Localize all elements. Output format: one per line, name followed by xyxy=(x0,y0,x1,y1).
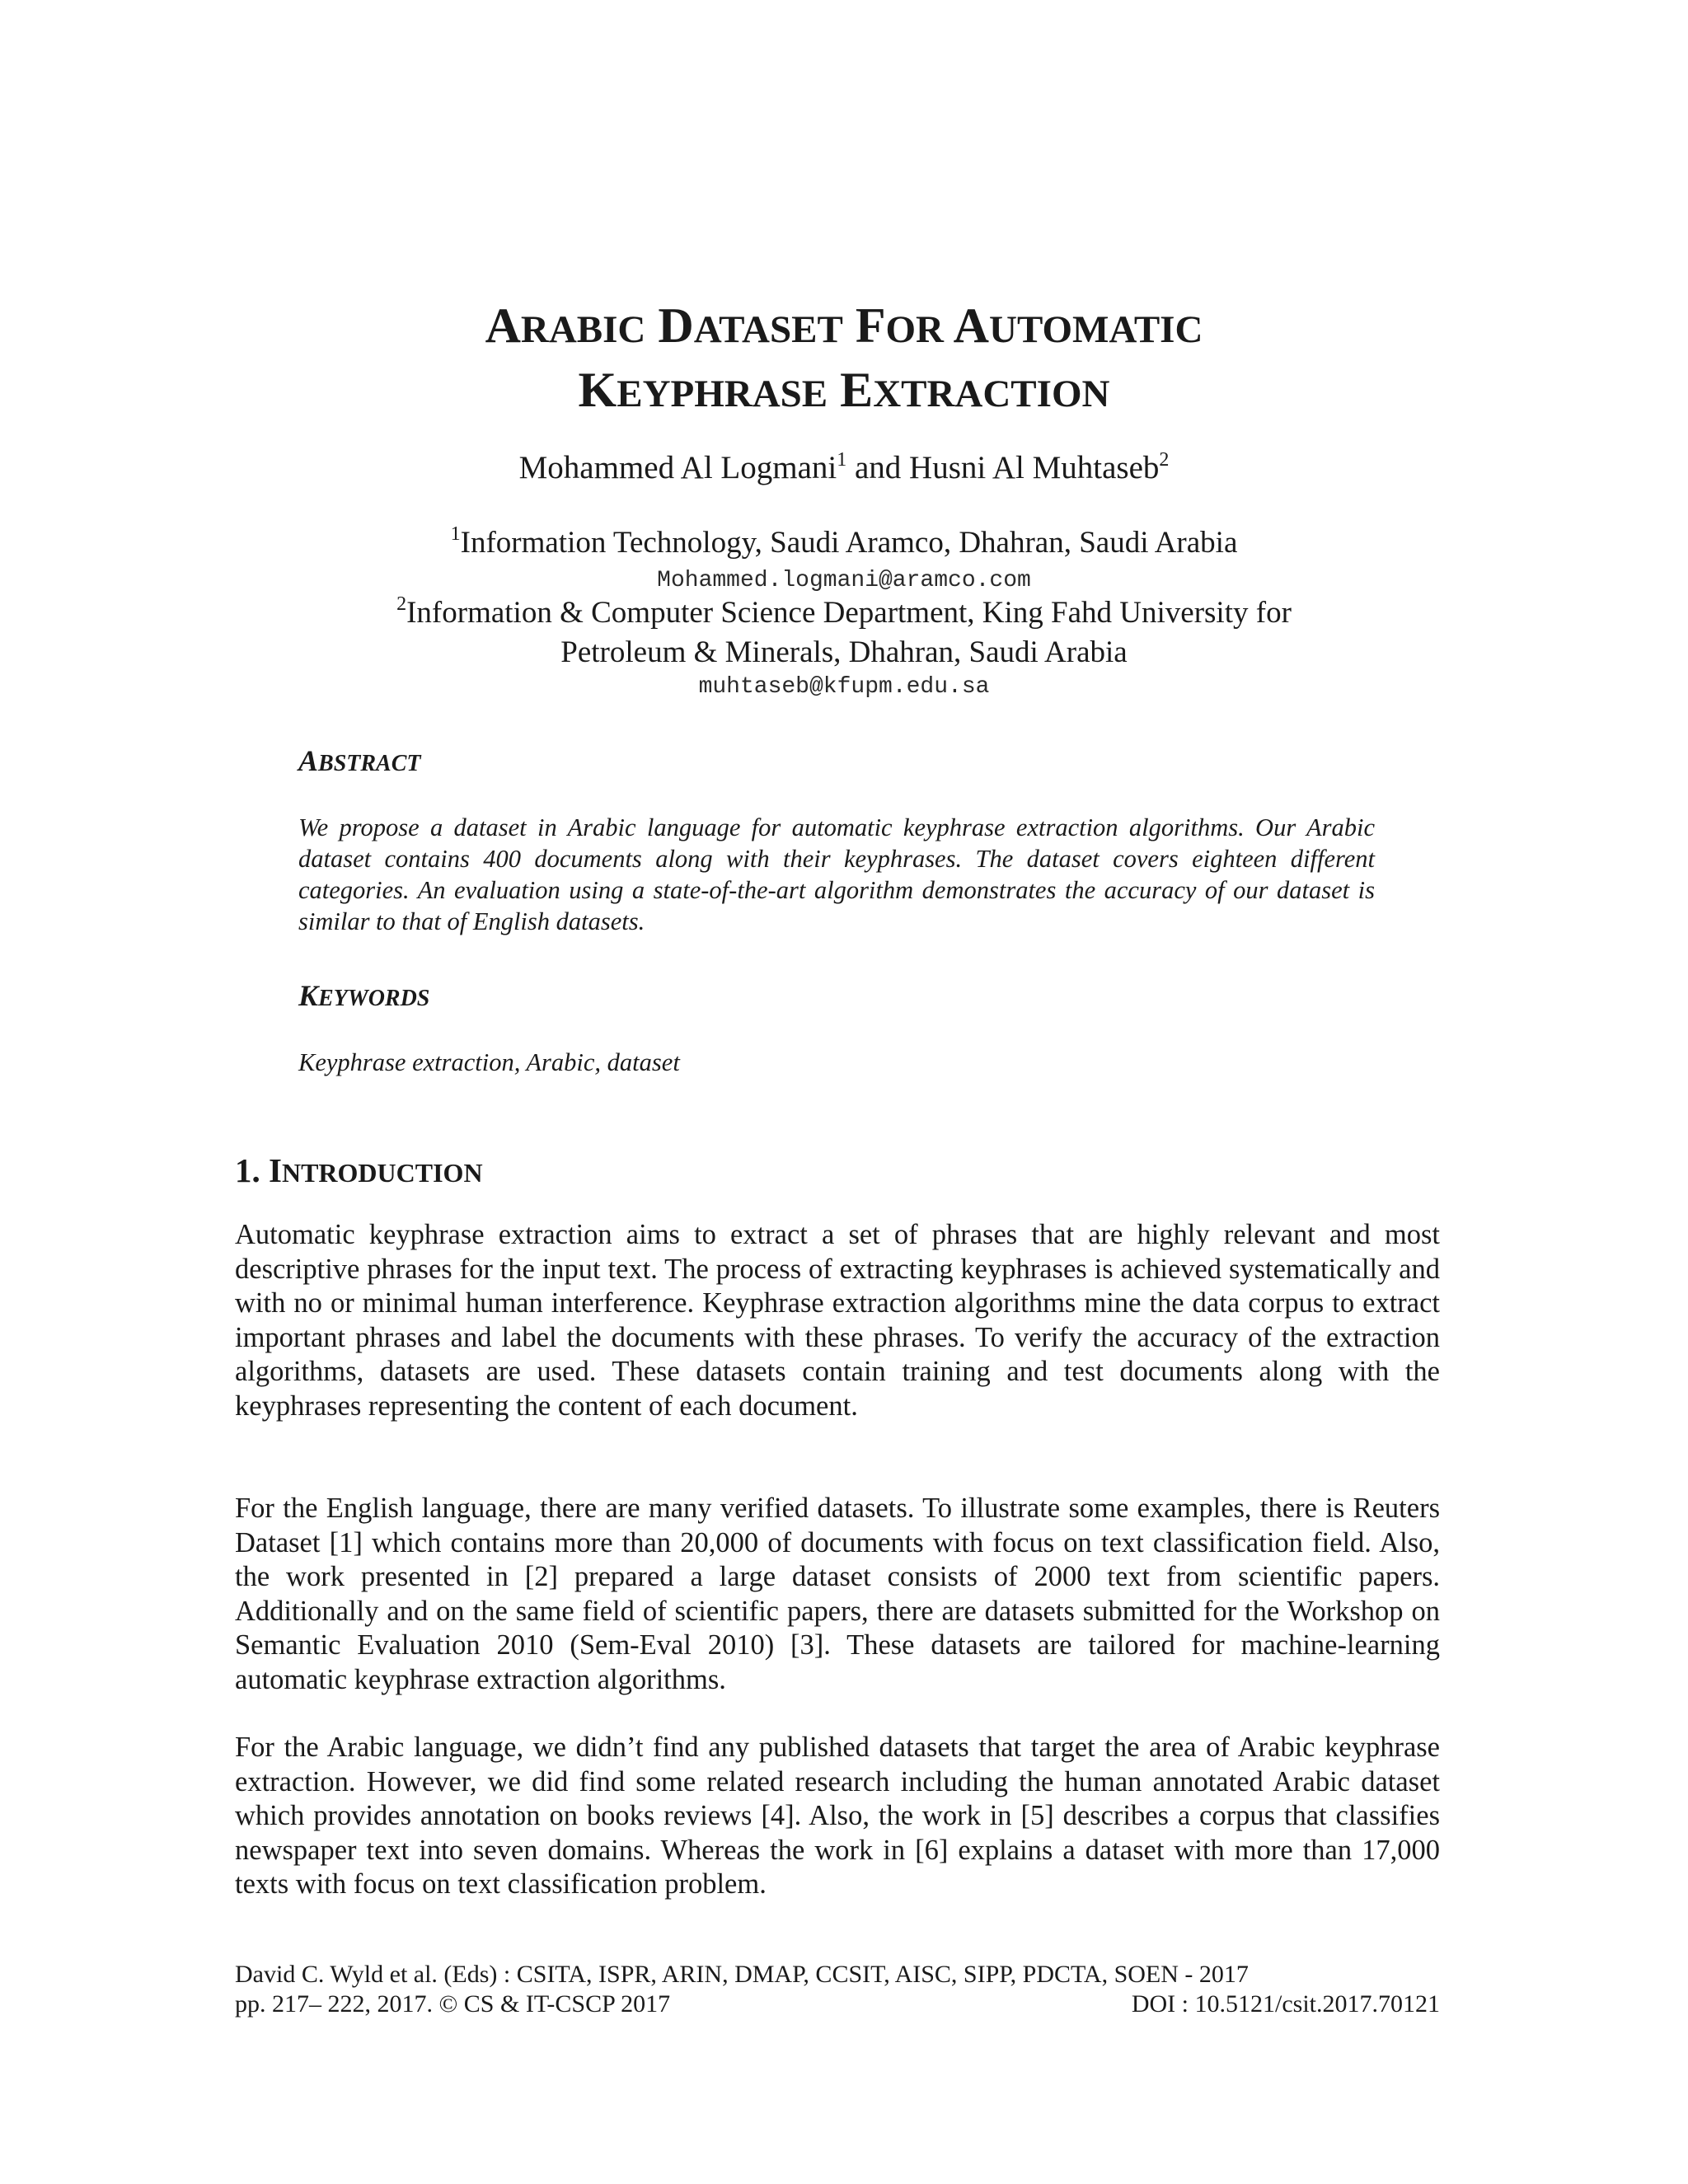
affiliation-mark: 2 xyxy=(396,593,407,615)
title-word-rest: OR xyxy=(885,308,944,351)
author-list xyxy=(0,449,1688,488)
doi: DOI : 10.5121/csit.2017.70121 xyxy=(1131,1990,1440,2018)
keywords-body: Keyphrase extraction, Arabic, dataset xyxy=(298,1048,680,1076)
affiliation-2 xyxy=(0,595,1688,631)
affiliation-text: Information Technology, Saudi Aramco, Dhahran, Saudi Arabia xyxy=(460,526,1238,560)
author-name: Mohammed Al Logmani xyxy=(518,450,837,485)
body-paragraph: For the English language, there are many verified datasets. To illustrate some examples, there is Reuters Dataset [1] which contains more than 20,000 of documents with focus on text classification field. Also, the work presented in [2] prepared a large dataset consists of 2000 text from scientific papers. Additionally and on the same field of scientific papers, there are datasets submitted for the Workshop on Semantic Evaluation 2010 (Sem-Eval 2010) [3]. These datasets are tailored for machine-learning automatic keyphrase extraction algorithms. xyxy=(235,1493,1440,1695)
author-name: Husni Al Muhtaseb xyxy=(909,450,1160,485)
affiliation-mark: 1 xyxy=(450,523,461,545)
author-email-2: muhtaseb@kfupm.edu.sa xyxy=(698,674,990,700)
heading-cap: A xyxy=(298,744,319,777)
affiliation-text: Information & Computer Science Department, King Fahd University for xyxy=(406,596,1292,630)
title-word-cap: A xyxy=(485,298,521,353)
body-paragraph: For the Arabic language, we didn’t find any published datasets that target the area of Arabic keyphrase extraction. However, we did find some related research including the human annotated Arabic dataset which provides annotation on books reviews [4]. Also, the work in [5] describes a corpus that classifies newspaper text into seven domains. Whereas the work in [6] explains a dataset with more than 17,000 texts with focus on text classification problem. xyxy=(235,1732,1440,1900)
heading-number: 1. I xyxy=(235,1151,282,1189)
title-word-rest: EYPHRASE xyxy=(617,373,828,415)
body-paragraph: Automatic keyphrase extraction aims to extract a set of phrases that are highly relevant and most descriptive phrases for the input text. The process of extracting keyphrases is achieved systematically and with no or minimal human interference. Keyphrase extraction algorithms mine the data corpus to extract important phrases and label the documents with these phrases. To verify the accuracy of the extraction algorithms, datasets are used. These datasets contain training and test documents along with the keyphrases representing the content of each document. xyxy=(235,1219,1440,1422)
heading-rest: NTRODUCTION xyxy=(281,1158,483,1188)
affiliation-2-continued: Petroleum & Minerals, Dhahran, Saudi Arabia xyxy=(560,635,1128,669)
paper-title-line-1 xyxy=(0,298,1688,353)
author-email-1: Mohammed.logmani@aramco.com xyxy=(657,568,1031,593)
title-word-cap: A xyxy=(953,298,990,353)
heading-rest: BSTRACT xyxy=(318,751,421,776)
title-word-cap: K xyxy=(578,363,617,417)
abstract-body: We propose a dataset in Arabic language for automatic keyphrase extraction algorithms. Our Arabic dataset contains 400 documents along with their keyphrases. The dataset covers eighteen different categories. An evaluation using a state-of-the-art algorithm demonstrates the accuracy of our dataset is similar to that of English datasets. xyxy=(298,813,1375,935)
affiliation-1 xyxy=(0,525,1688,561)
title-word-rest: RABIC xyxy=(520,308,646,351)
abstract-heading xyxy=(298,746,421,776)
title-word-cap: D xyxy=(658,298,694,353)
title-word-rest: XTRACTION xyxy=(873,373,1110,415)
author-conjunction: and xyxy=(846,450,910,485)
author-affiliation-mark: 1 xyxy=(837,449,847,471)
proceedings-citation: David C. Wyld et al. (Eds) : CSITA, ISPR, ARIN, DMAP, CCSIT, AISC, SIPP, PDCTA, SOEN - 2017 xyxy=(235,1961,1249,1988)
heading-cap: K xyxy=(298,979,319,1012)
author-affiliation-mark: 2 xyxy=(1159,449,1170,471)
heading-rest: EYWORDS xyxy=(318,986,430,1011)
title-word-cap: F xyxy=(855,298,886,353)
page-and-doi-line xyxy=(235,1990,1440,2019)
title-word-rest: ATASET xyxy=(693,308,843,351)
title-word-rest: UTOMATIC xyxy=(989,308,1203,351)
pages-copyright: pp. 217– 222, 2017. © CS & IT-CSCP 2017 xyxy=(235,1990,671,2018)
keywords-heading xyxy=(298,981,429,1010)
paper-title-line-2 xyxy=(0,365,1688,415)
title-word-cap: E xyxy=(840,363,874,417)
introduction-heading xyxy=(235,1151,483,1189)
